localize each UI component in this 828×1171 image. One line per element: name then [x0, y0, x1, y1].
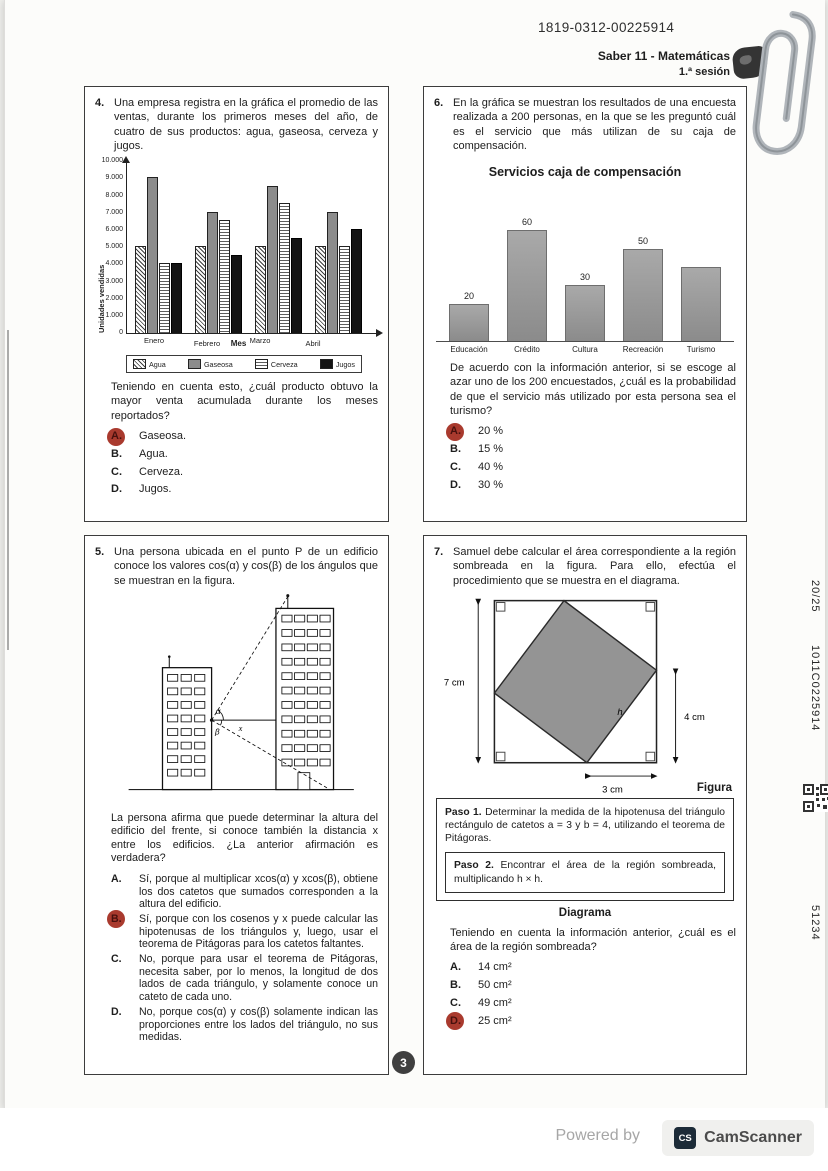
- y-tick-label: 1.000: [105, 311, 123, 319]
- option-c-letter: C.: [111, 465, 122, 478]
- plot-area: [436, 193, 734, 342]
- question-7-intro: Samuel debe calcular el área correspondiente a la región sombreada en la figura. Para ello, efectúa el procedimiento que se muestra en el diagrama.: [453, 546, 736, 587]
- y-tick-label: 0: [119, 329, 123, 337]
- window: [194, 715, 204, 722]
- window: [319, 658, 329, 665]
- option-b: [450, 443, 736, 457]
- legend-label: Cerveza: [270, 359, 298, 369]
- option-c-letter: C.: [450, 460, 461, 473]
- question-6-prompt: De acuerdo con la información anterior, si se escoge al azar uno de los 200 encuestados, ¿cuál es la probabilidad de que el servicio más utilizado por esta persona sea el turismo?: [450, 362, 736, 418]
- bar-Educación: [449, 304, 489, 342]
- bar-Gaseosa-Abril: [327, 212, 338, 333]
- legend-label: Agua: [149, 359, 166, 369]
- bar-group-Febrero: [195, 212, 242, 333]
- y-tick-label: 3.000: [105, 277, 123, 285]
- bar-Gaseosa-Enero: [147, 177, 158, 333]
- bar-Crédito: [507, 230, 547, 341]
- step-1: [445, 806, 725, 846]
- h-label: h: [617, 706, 623, 718]
- side-code-bottom: 51234: [809, 905, 821, 941]
- window: [294, 658, 304, 665]
- option-a: [450, 961, 736, 975]
- legend-item-Jugos: [320, 359, 355, 369]
- bar-Cerveza-Febrero: [219, 220, 230, 333]
- y-axis-label: Unidades vendidas: [97, 264, 106, 334]
- y-tick-label: 6.000: [105, 225, 123, 233]
- question-7-number: 7.: [434, 546, 444, 558]
- bar-column-Recreación: [623, 236, 663, 341]
- bar-Jugos-Enero: [171, 263, 182, 333]
- window: [307, 673, 317, 680]
- legend-swatch: [255, 359, 268, 369]
- option-c-text: No, porque para usar el teorema de Pitágoras, necesita saber, por lo menos, la longitud de dos lados de cada triángulo, y solamente conoce un cateto de cada uno.: [139, 953, 378, 1004]
- option-d-text: 30 %: [478, 478, 504, 491]
- window: [181, 769, 191, 776]
- camscanner-badge: [662, 1120, 814, 1156]
- bar-Jugos-Marzo: [291, 238, 302, 334]
- window: [319, 759, 329, 766]
- question-5-number: 5.: [95, 546, 105, 558]
- camscanner-logo-icon: CS: [674, 1127, 696, 1149]
- option-a-letter: A.: [111, 872, 122, 885]
- bar-Jugos-Febrero: [231, 255, 242, 333]
- bar-Cerveza-Abril: [339, 246, 350, 333]
- step-2: [454, 859, 716, 885]
- bar-column-Educación: [449, 291, 489, 342]
- window: [307, 658, 317, 665]
- window: [281, 745, 291, 752]
- window: [194, 674, 204, 681]
- chart-legend: [126, 355, 362, 373]
- window: [281, 658, 291, 665]
- side-code-top: 20/25: [809, 580, 821, 613]
- option-b-letter: B.: [450, 443, 461, 456]
- window: [167, 729, 177, 736]
- window: [294, 644, 304, 651]
- window: [307, 730, 317, 737]
- window: [294, 629, 304, 636]
- window: [319, 745, 329, 752]
- window: [194, 742, 204, 749]
- y-tick-label: 4.000: [105, 260, 123, 268]
- window: [319, 716, 329, 723]
- legend-item-Cerveza: [255, 359, 298, 369]
- option-b-letter: B.: [450, 979, 461, 992]
- window: [294, 687, 304, 694]
- procedure-diagram: [436, 798, 734, 901]
- option-d: [111, 483, 378, 497]
- window: [281, 615, 291, 622]
- window: [307, 745, 317, 752]
- legend-item-Gaseosa: [188, 359, 233, 369]
- question-4-prompt: Teniendo en cuenta esto, ¿cuál producto obtuvo la mayor venta acumulada durante los meses reportados?: [111, 381, 378, 422]
- window: [294, 716, 304, 723]
- bar-Cerveza-Marzo: [279, 203, 290, 333]
- option-d-letter: D.: [111, 1005, 122, 1018]
- side-code-middle: 1011C0225914: [809, 645, 821, 732]
- option-a: [111, 873, 378, 911]
- qr-code: [803, 784, 828, 817]
- category-label: Marzo: [249, 336, 271, 346]
- question-5: [84, 535, 389, 1075]
- option-c-text: Cerveza.: [139, 465, 184, 478]
- option-a-text: 14 cm²: [478, 961, 512, 974]
- window: [319, 615, 329, 622]
- x-axis-categories: [436, 345, 734, 354]
- option-c-letter: C.: [111, 953, 122, 966]
- x-axis-label: Mes: [230, 339, 247, 349]
- option-b: [111, 913, 378, 951]
- window: [307, 687, 317, 694]
- dim-4cm-label: 4 cm: [684, 711, 705, 723]
- question-5-options: [111, 873, 378, 1044]
- bar-group-Abril: [315, 212, 362, 333]
- option-c-letter: C.: [450, 996, 461, 1009]
- window: [294, 701, 304, 708]
- legend-swatch: [188, 359, 201, 369]
- window: [181, 674, 191, 681]
- window: [319, 629, 329, 636]
- category-label: Educación: [450, 345, 488, 355]
- y-tick-label: 10.000: [101, 157, 123, 165]
- option-d: [111, 1006, 378, 1044]
- option-a-letter: A.: [111, 430, 139, 444]
- option-a-letter: A.: [450, 961, 461, 974]
- window: [167, 701, 177, 708]
- question-6: [423, 86, 747, 522]
- bar-Gaseosa-Febrero: [207, 212, 218, 333]
- bar-column-Crédito: [507, 217, 547, 341]
- option-d-letter: D.: [450, 478, 461, 491]
- bar-value-label: 50: [637, 235, 648, 246]
- step-2-text: Encontrar el área de la región sombreada, multiplicando h × h.: [454, 860, 716, 885]
- bar-Cultura: [565, 285, 605, 341]
- option-c-text: 40 %: [478, 460, 504, 473]
- bar-Gaseosa-Marzo: [267, 186, 278, 333]
- option-c-text: 49 cm²: [478, 996, 512, 1009]
- bar-Jugos-Abril: [351, 229, 362, 333]
- option-d: [450, 479, 736, 493]
- window: [307, 701, 317, 708]
- window: [181, 729, 191, 736]
- window: [307, 716, 317, 723]
- question-5-prompt: La persona afirma que puede determinar la altura del edificio del frente, si conoce también la distancia x entre los edificios. ¿La anterior afirmación es verdadera?: [111, 811, 378, 865]
- chart-title: Servicios caja de compensación: [488, 165, 682, 180]
- window: [294, 673, 304, 680]
- step-2-box: [445, 852, 725, 892]
- window: [167, 715, 177, 722]
- question-6-intro: En la gráfica se muestran los resultados de una encuesta realizada a 200 personas, en la que se les preguntó cuál es el servicio que más utilizan de su caja de compensación.: [453, 97, 736, 152]
- window: [294, 745, 304, 752]
- camscanner-brand: CamScanner: [704, 1129, 802, 1146]
- y-tick-label: 2.000: [105, 294, 123, 302]
- window: [167, 742, 177, 749]
- option-d: [450, 1015, 736, 1029]
- exam-session: 1.ª sesión: [678, 65, 730, 78]
- legend-label: Jugos: [335, 359, 355, 369]
- diagram-caption: Diagrama: [558, 906, 612, 919]
- bar-column-Turismo: [681, 254, 721, 341]
- option-a-text: 20 %: [478, 425, 504, 438]
- bar-group-Enero: [135, 177, 182, 333]
- y-tick-label: 7.000: [105, 208, 123, 216]
- option-c: [111, 953, 378, 1004]
- bar-Agua-Abril: [315, 246, 326, 333]
- window: [194, 756, 204, 763]
- window: [307, 615, 317, 622]
- option-b-letter: B.: [111, 447, 122, 460]
- option-b-text: Sí, porque con los cosenos y x puede calcular las hipotenusas de los triángulos y, luego, usar el teorema de Pitágoras para los catetos faltantes.: [139, 912, 378, 951]
- option-a: [450, 425, 736, 439]
- question-4-number: 4.: [95, 97, 105, 109]
- window: [281, 687, 291, 694]
- option-b: [111, 448, 378, 462]
- option-c: [450, 461, 736, 475]
- step-2-label: Paso 2.: [454, 860, 494, 872]
- plot-area: [126, 161, 378, 334]
- window: [194, 769, 204, 776]
- buildings-figure: [110, 593, 364, 805]
- option-b-letter: B.: [111, 913, 139, 951]
- powered-by-text: Powered by: [555, 1127, 640, 1144]
- exam-title: Saber 11 - Matemáticas: [597, 49, 730, 63]
- question-5-intro: Una persona ubicada en el punto P de un edificio conoce los valores cos(α) y cos(β) de los ángulos que se muestran en la figura.: [114, 546, 378, 587]
- window: [181, 688, 191, 695]
- category-label: Cultura: [572, 345, 598, 355]
- option-a-letter: A.: [450, 425, 478, 439]
- legend-swatch: [320, 359, 333, 369]
- option-b-text: 50 cm²: [478, 979, 512, 992]
- shaded-square-figure: [439, 593, 731, 798]
- window: [307, 644, 317, 651]
- window: [319, 644, 329, 651]
- window: [181, 701, 191, 708]
- question-7: [423, 535, 747, 1075]
- window: [307, 759, 317, 766]
- question-4-intro: Una empresa registra en la gráfica el promedio de las ventas, durante los primeros meses del año, de cuatro de sus productos: agua, gaseosa, cerveza y jugos.: [114, 97, 378, 152]
- window: [281, 644, 291, 651]
- window: [319, 673, 329, 680]
- survey-bar-chart: [436, 165, 734, 354]
- window: [307, 629, 317, 636]
- window: [281, 730, 291, 737]
- window: [167, 769, 177, 776]
- option-b-text: Agua.: [139, 447, 168, 460]
- dim-3cm-label: 3 cm: [602, 784, 623, 796]
- window: [294, 615, 304, 622]
- y-tick-label: 5.000: [105, 243, 123, 251]
- option-d-letter: D.: [450, 1015, 478, 1029]
- y-tick-label: 8.000: [105, 191, 123, 199]
- bar-Agua-Marzo: [255, 246, 266, 333]
- option-a-text: Sí, porque al multiplicar xcos(α) y xcos(β), obtiene los dos catetos que sumados corresponden a la altura del edificio.: [139, 872, 378, 911]
- category-label: Febrero: [193, 339, 221, 349]
- legend-item-Agua: [133, 359, 166, 369]
- window: [319, 701, 329, 708]
- bar-group-Marzo: [255, 186, 302, 333]
- scan-code: 1819-0312-00225914: [538, 20, 675, 35]
- window: [167, 674, 177, 681]
- window: [281, 701, 291, 708]
- window: [167, 688, 177, 695]
- option-c: [450, 997, 736, 1011]
- category-label: Crédito: [514, 345, 540, 355]
- legend-swatch: [133, 359, 146, 369]
- window: [281, 629, 291, 636]
- scan-edge-artifact: [7, 330, 9, 650]
- option-d-letter: D.: [111, 483, 122, 496]
- question-4: [84, 86, 389, 522]
- bar-column-Cultura: [565, 272, 605, 341]
- option-a-text: Gaseosa.: [139, 430, 187, 443]
- alpha-label: α: [215, 707, 220, 717]
- legend-label: Gaseosa: [203, 359, 233, 369]
- window: [181, 756, 191, 763]
- window: [194, 701, 204, 708]
- category-label: Abril: [305, 339, 321, 349]
- option-d-text: Jugos.: [139, 483, 172, 496]
- exam-header: [598, 49, 730, 79]
- x-distance-label: x: [238, 723, 242, 734]
- category-label: Recreación: [622, 345, 664, 355]
- bar-Agua-Enero: [135, 246, 146, 333]
- dim-7cm-label: 7 cm: [443, 677, 465, 689]
- step-1-text: Determinar la medida de la hipotenusa del triángulo rectángulo de catetos a = 3 y b = 4, utilizando el teorema de Pitágoras.: [445, 806, 726, 845]
- option-b-text: 15 %: [478, 443, 504, 456]
- option-a: [111, 430, 378, 444]
- window: [319, 687, 329, 694]
- bar-Recreación: [623, 249, 663, 341]
- window: [194, 688, 204, 695]
- beta-label: β: [214, 727, 220, 737]
- window: [294, 730, 304, 737]
- question-7-options: [450, 961, 736, 1028]
- question-6-options: [450, 425, 736, 492]
- window: [194, 729, 204, 736]
- window: [281, 673, 291, 680]
- option-d-text: 25 cm²: [478, 1014, 512, 1027]
- bar-value-label: 30: [579, 272, 590, 283]
- figure-caption: Figura: [696, 781, 732, 794]
- questions-grid: [84, 86, 747, 1075]
- question-6-number: 6.: [434, 97, 444, 109]
- category-label: Enero: [143, 336, 164, 346]
- sales-bar-chart: [97, 157, 378, 373]
- page-number-badge: 3: [392, 1051, 415, 1074]
- y-tick-label: 9.000: [105, 174, 123, 182]
- window: [281, 716, 291, 723]
- window: [181, 742, 191, 749]
- bar-Cerveza-Enero: [159, 263, 170, 333]
- question-7-prompt: Teniendo en cuenta la información anterior, ¿cuál es el área de la región sombreada?: [450, 926, 736, 954]
- option-c: [111, 466, 378, 480]
- category-label: Turismo: [686, 345, 716, 355]
- bar-Turismo: [681, 267, 721, 341]
- option-b: [450, 979, 736, 993]
- bar-Agua-Febrero: [195, 246, 206, 333]
- bar-value-label: 20: [463, 290, 474, 301]
- option-d-text: No, porque cos(α) y cos(β) solamente indican las proporciones entre los lados del triángulo, no sus medidas.: [139, 1005, 378, 1044]
- question-4-options: [111, 430, 378, 497]
- step-1-label: Paso 1.: [445, 806, 482, 818]
- window: [181, 715, 191, 722]
- bar-value-label: 60: [521, 217, 532, 228]
- window: [167, 756, 177, 763]
- window: [319, 730, 329, 737]
- window: [294, 759, 304, 766]
